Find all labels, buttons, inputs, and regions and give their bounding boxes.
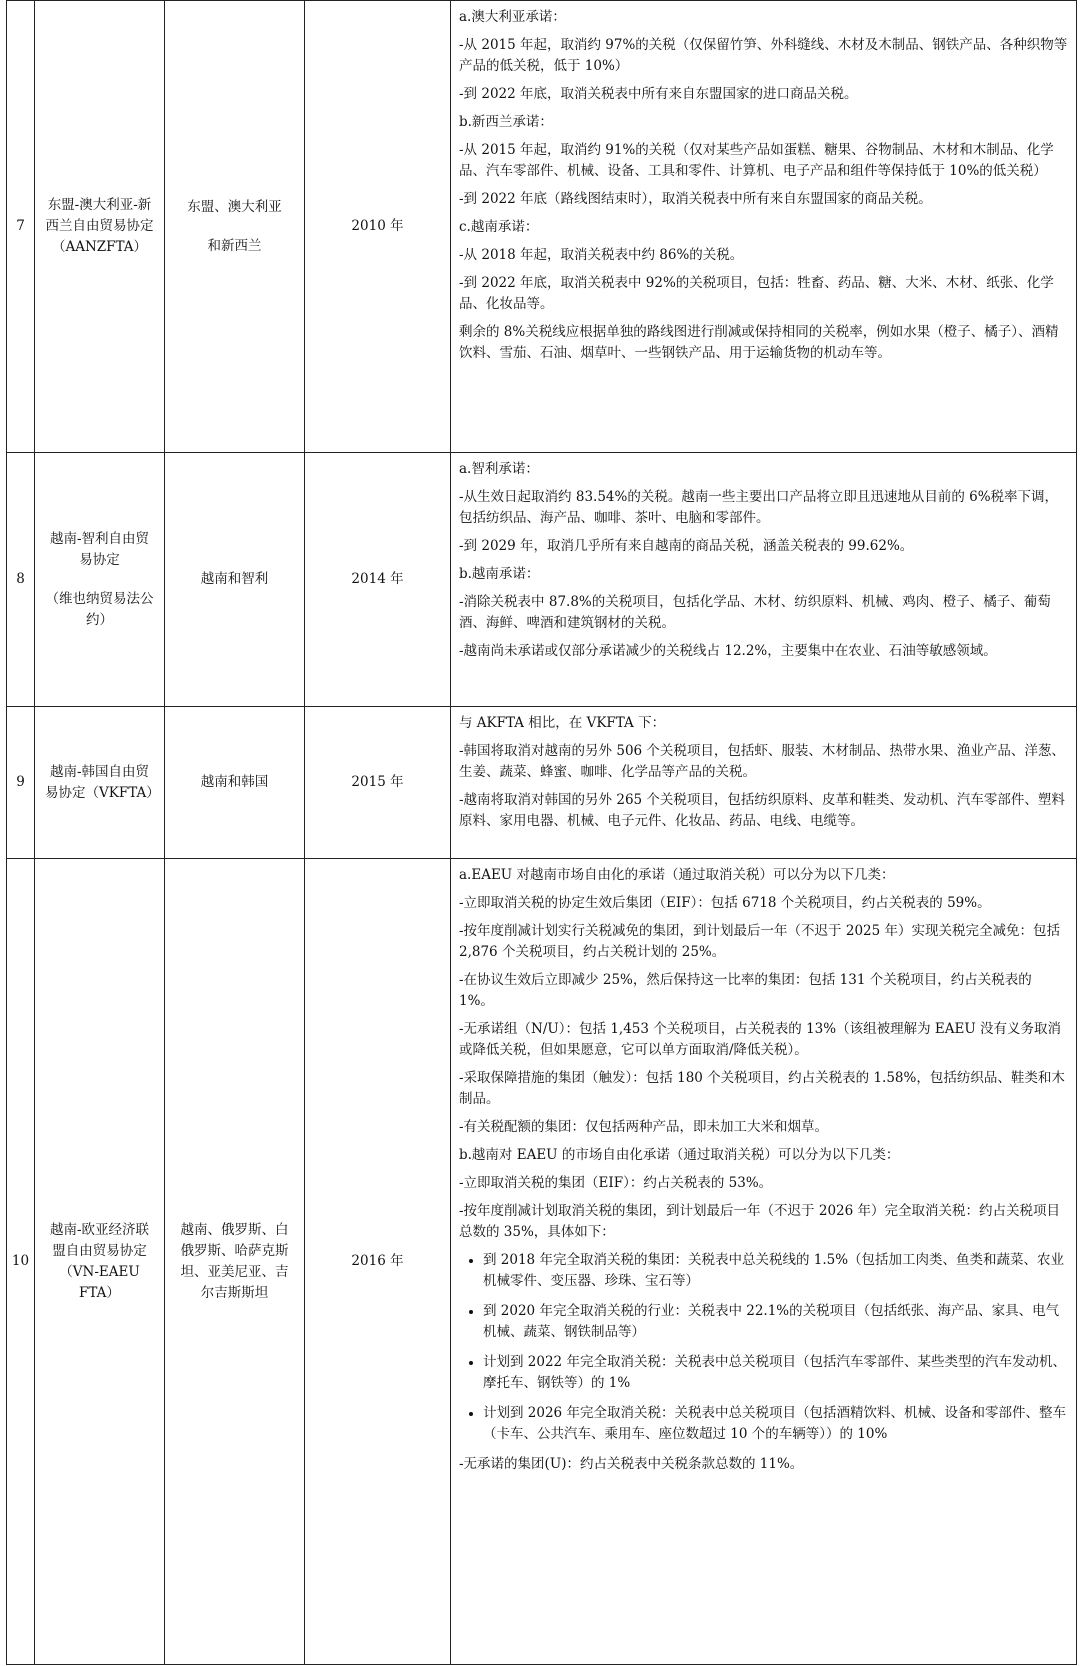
parties-line: 越南和韩国 (200, 774, 269, 790)
parties-line: 和新西兰 (207, 237, 262, 254)
table-row (7, 453, 1077, 707)
agreement-name-line: 东盟-澳大利亚-新西兰自由贸易协定（AANZFTA） (45, 197, 154, 255)
detail-line: b.越南对 EAEU 的市场自由化承诺（通过取消关税）可以分为以下几类： (459, 1147, 900, 1163)
parties (165, 859, 305, 1665)
commitments (451, 707, 1077, 859)
table-row (7, 707, 1077, 859)
detail-line: -越南尚未承诺或仅部分承诺减少的关税线占 12.2%，主要集中在农业、石油等敏感领域。 (459, 643, 997, 659)
detail-line: -按年度削减计划取消关税的集团，到计划最后一年（不迟于 2026 年）完全取消关税：约占关税项目总数的 35%，具体如下： (459, 1203, 1060, 1240)
agreement-name (35, 453, 165, 707)
parties (165, 707, 305, 859)
detail-line: a.EAEU 对越南市场自由化的承诺（通过取消关税）可以分为以下几类： (459, 867, 895, 883)
detail-line: -按年度削减计划实行关税减免的集团，到计划最后一年（不迟于 2025 年）实现关税完全减免：包括 2,876 个关税项目，约占关税计划的 25%。 (459, 923, 1060, 960)
detail-line: -从 2018 年起，取消关税表中约 86%的关税。 (459, 247, 744, 263)
list-item: • 到 2018 年完全取消关税的集团：关税表中总关税线的 1.5%（包括加工肉类、鱼类和蔬菜、农业机械零件、变压器、珍珠、宝石等） (483, 1250, 1068, 1292)
list-item: • 计划到 2026 年完全取消关税：关税表中总关税项目（包括酒精饮料、机械、设备和零部件、整车（卡车、公共汽车、乘用车、座位数超过 10 个的车辆等））的 10% (483, 1403, 1068, 1445)
parties (165, 453, 305, 707)
detail-line: -越南将取消对韩国的另外 265 个关税项目，包括纺织原料、皮革和鞋类、发动机、汽车零部件、塑料原料、家用电器、机械、电子元件、化妆品、药品、电线、电缆等。 (459, 792, 1065, 829)
detail-line: -到 2022 年底，取消关税表中 92%的关税项目，包括：牲畜、药品、糖、大米、木材、纸张、化学品、化妆品等。 (459, 275, 1054, 312)
detail-line: -从 2015 年起，取消约 91%的关税（仅对某些产品如蛋糕、糖果、谷物制品、木材和木制品、化学品、汽车零部件、机械、设备、工具和零件、计算机、电子产品和组件等保持低于 10%的低关税） (459, 142, 1054, 179)
detail-line: a.澳大利亚承诺： (459, 9, 566, 25)
fta-table (6, 0, 1077, 1665)
detail-line: -在协议生效后立即减少 25%，然后保持这一比率的集团：包括 131 个关税项目，约占关税表的 1%。 (459, 972, 1032, 1009)
parties-line: 越南和智利 (200, 571, 269, 587)
detail-line: -从 2015 年起，取消约 97%的关税（仅保留竹笋、外科缝线、木材及木制品、钢铁产品、各种织物等产品的低关税，低于 10%） (459, 37, 1068, 74)
detail-line: -到 2029 年，取消几乎所有来自越南的商品关税，涵盖关税表的 99.62%。 (459, 538, 914, 554)
detail-line: -到 2022 年底，取消关税表中所有来自东盟国家的进口商品关税。 (459, 86, 858, 102)
detail-line: b.新西兰承诺： (459, 114, 553, 130)
agreement-name (35, 1, 165, 453)
detail-line: -立即取消关税的集团（EIF）：约占关税表的 53%。 (459, 1175, 773, 1191)
detail-line: -无承诺的集团(U)：约占关税表中关税条款总数的 11%。 (459, 1456, 804, 1472)
agreement-name-line: 越南-智利自由贸易协定 (49, 530, 150, 568)
detail-line: 与 AKFTA 相比，在 VKFTA 下： (459, 715, 666, 731)
effective-year: 2015 年 (305, 707, 451, 859)
detail-line: -无承诺组（N/U）：包括 1,453 个关税项目，占关税表的 13%（该组被理解为 EAEU 没有义务取消或降低关税，但如果愿意，它可以单方面取消/降低关税）。 (459, 1021, 1061, 1058)
detail-line: 剩余的 8%关税线应根据单独的路线图进行削减或保持相同的关税率，例如水果（橙子、橘子）、酒精饮料、雪茄、石油、烟草叶、一些钢铁产品、用于运输货物的机动车等。 (459, 324, 1059, 361)
agreement-name (35, 707, 165, 859)
table-row (7, 1, 1077, 453)
detail-line: -立即取消关税的协定生效后集团（EIF）：包括 6718 个关税项目，约占关税表的 59%。 (459, 895, 991, 911)
row-number: 10 (7, 859, 35, 1665)
detail-line: -到 2022 年底（路线图结束时），取消关税表中所有来自东盟国家的商品关税。 (459, 191, 932, 207)
row-number: 9 (7, 707, 35, 859)
parties-line: 越南、俄罗斯、白俄罗斯、哈萨克斯坦、亚美尼亚、吉尔吉斯斯坦 (180, 1221, 289, 1301)
detail-line: -有关税配额的集团：仅包括两种产品，即未加工大米和烟草。 (459, 1119, 829, 1135)
row-number: 8 (7, 453, 35, 707)
effective-year: 2016 年 (305, 859, 451, 1665)
effective-year: 2014 年 (305, 453, 451, 707)
commitments (451, 453, 1077, 707)
row-number: 7 (7, 1, 35, 453)
list-item: • 计划到 2022 年完全取消关税：关税表中总关税项目（包括汽车零部件、某些类型的汽车发动机、摩托车、钢铁等）的 1% (483, 1352, 1068, 1394)
parties (165, 1, 305, 453)
commitments (451, 1, 1077, 453)
detail-line: -韩国将取消对越南的另外 506 个关税项目，包括虾、服装、木材制品、热带水果、渔业产品、洋葱、生姜、蔬菜、蜂蜜、咖啡、化学品等产品的关税。 (459, 743, 1065, 780)
detail-line: -从生效日起取消约 83.54%的关税。越南一些主要出口产品将立即且迅速地从目前的 6%税率下调，包括纺织品、海产品、咖啡、茶叶、电脑和零部件。 (459, 489, 1059, 526)
detail-line: -消除关税表中 87.8%的关税项目，包括化学品、木材、纺织原料、机械、鸡肉、橙子、橘子、葡萄酒、海鲜、啤酒和建筑钢材的关税。 (459, 594, 1051, 631)
detail-line: a.智利承诺： (459, 461, 539, 477)
detail-line: c.越南承诺： (459, 219, 539, 235)
agreement-name-line: 越南-韩国自由贸易协定（VKFTA） (45, 763, 160, 801)
parties-line: 东盟、澳大利亚 (187, 198, 282, 215)
agreement-name-line: 越南-欧亚经济联盟自由贸易协定（VN-EAEU FTA） (49, 1221, 150, 1301)
agreement-name (35, 859, 165, 1665)
effective-year: 2010 年 (305, 1, 451, 453)
table-row (7, 859, 1077, 1665)
detail-line: -采取保障措施的集团（触发）：包括 180 个关税项目，约占关税表的 1.58%，包括纺织品、鞋类和木制品。 (459, 1070, 1065, 1107)
list-item: • 到 2020 年完全取消关税的行业：关税表中 22.1%的关税项目（包括纸张、海产品、家具、电气机械、蔬菜、钢铁制品等） (483, 1301, 1068, 1343)
detail-line: b.越南承诺： (459, 566, 540, 582)
commitments (451, 859, 1077, 1665)
bullet-list (459, 1250, 1068, 1445)
agreement-name-line: （维也纳贸易法公约） (45, 590, 154, 628)
